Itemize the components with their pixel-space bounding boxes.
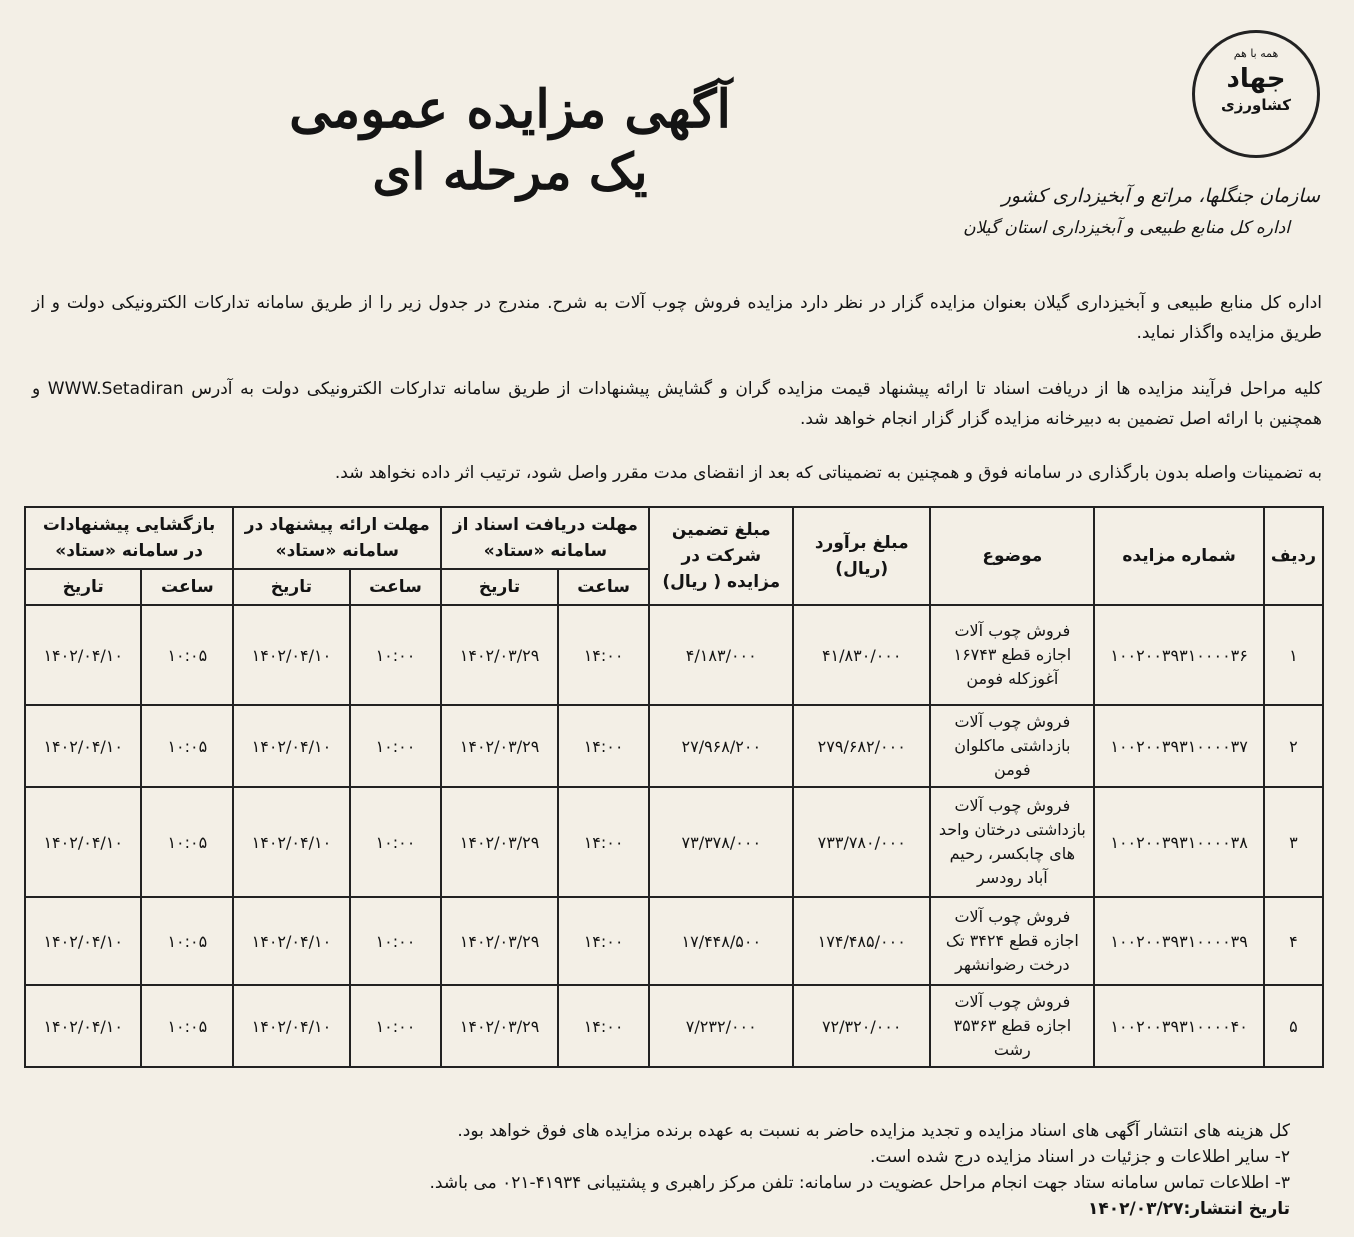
cell-docs-time: ۱۴:۰۰	[558, 705, 650, 787]
cell-estimate: ۱۷۴/۴۸۵/۰۰۰	[793, 897, 930, 985]
cell-open-date: ۱۴۰۲/۰۴/۱۰	[25, 897, 141, 985]
header-auction-number: شماره مزایده	[1094, 507, 1264, 605]
header-opening: بازگشایی پیشنهادات در سامانه «ستاد»	[25, 507, 233, 569]
cell-guarantee: ۱۷/۴۴۸/۵۰۰	[649, 897, 793, 985]
table-row	[25, 705, 1323, 787]
cell-guarantee: ۷۳/۳۷۸/۰۰۰	[649, 787, 793, 897]
cell-open-date: ۱۴۰۲/۰۴/۱۰	[25, 605, 141, 705]
header-subject: موضوع	[930, 507, 1094, 605]
cell-docs-date: ۱۴۰۲/۰۳/۲۹	[441, 897, 557, 985]
cell-open-time: ۱۰:۰۵	[141, 787, 233, 897]
org-line-1: سازمان جنگلها، مراتع و آبخیزداری کشور	[1001, 185, 1320, 207]
organization-name	[960, 180, 1320, 244]
cell-submit-date: ۱۴۰۲/۰۴/۱۰	[233, 787, 349, 897]
header-row-number: ردیف	[1264, 507, 1323, 605]
cell-open-date: ۱۴۰۲/۰۴/۱۰	[25, 985, 141, 1067]
process-paragraph: کلیه مراحل فرآیند مزایده ها از دریافت اسناد تا ارائه پیشنهاد قیمت مزایده گران و گشایش پیشنهادات از طریق سامانه تدارکات الکترونیکی دولت به آدرس WWW.Setadiran و همچنین با ارائه اصل تضمین به دبیرخانه مزایده گزار گزار انجام خواهد شد.	[32, 379, 1322, 429]
cell-open-date: ۱۴۰۲/۰۴/۱۰	[25, 787, 141, 897]
cell-submit-date: ۱۴۰۲/۰۴/۱۰	[233, 605, 349, 705]
cell-row: ۲	[1264, 705, 1323, 787]
cell-submit-date: ۱۴۰۲/۰۴/۱۰	[233, 985, 349, 1067]
logo-name: جهاد	[1226, 64, 1286, 94]
jahad-keshavarzi-logo	[1192, 30, 1320, 158]
cell-number: ۱۰۰۲۰۰۳۹۳۱۰۰۰۰۴۰	[1094, 985, 1264, 1067]
table-row	[25, 787, 1323, 897]
header-open-date: تاریخ	[25, 569, 141, 605]
cell-submit-time: ۱۰:۰۰	[350, 897, 442, 985]
note-1: کل هزینه های انتشار آگهی های اسناد مزایده و تجدید مزایده حاضر به نسبت به عهده برنده مزایده های فوق خواهد بود.	[457, 1121, 1290, 1141]
table-row	[25, 897, 1323, 985]
cell-subject: فروش چوب آلات بازداشتی درختان واحد های چابکسر، رحیم آباد رودسر	[930, 787, 1094, 897]
note-3: ۳- اطلاعات تماس سامانه ستاد جهت انجام مراحل عضویت در سامانه: تلفن مرکز راهبری و پشتیبانی ۴۱۹۳۴-۰۲۱ می باشد.	[429, 1173, 1290, 1193]
cell-docs-time: ۱۴:۰۰	[558, 787, 650, 897]
guarantee-paragraph: به تضمینات واصله بدون بارگذاری در سامانه فوق و همچنین به تضمیناتی که بعد از انقضای مدت مقرر واصل شود، ترتیب اثر داده نخواهد شد.	[334, 463, 1322, 483]
cell-row: ۵	[1264, 985, 1323, 1067]
cell-submit-date: ۱۴۰۲/۰۴/۱۰	[233, 897, 349, 985]
cell-docs-date: ۱۴۰۲/۰۳/۲۹	[441, 787, 557, 897]
cell-guarantee: ۷/۲۳۲/۰۰۰	[649, 985, 793, 1067]
cell-open-date: ۱۴۰۲/۰۴/۱۰	[25, 705, 141, 787]
cell-submit-time: ۱۰:۰۰	[350, 705, 442, 787]
cell-docs-time: ۱۴:۰۰	[558, 605, 650, 705]
cell-estimate: ۷۳۳/۷۸۰/۰۰۰	[793, 787, 930, 897]
header-docs-time: ساعت	[558, 569, 650, 605]
cell-docs-time: ۱۴:۰۰	[558, 897, 650, 985]
cell-submit-time: ۱۰:۰۰	[350, 605, 442, 705]
intro-paragraph: اداره کل منابع طبیعی و آبخیزداری گیلان بعنوان مزایده گزار در نظر دارد مزایده فروش چوب آلات به شرح. مندرج در جدول زیر را از طریق سامانه تدارکات الکترونیکی دولت و از طریق مزایده واگذار نماید.	[32, 293, 1322, 343]
publication-date: تاریخ انتشار:۱۴۰۲/۰۳/۲۷	[1088, 1199, 1290, 1219]
auction-notice	[10, 10, 1340, 1228]
cell-submit-date: ۱۴۰۲/۰۴/۱۰	[233, 705, 349, 787]
table-row	[25, 605, 1323, 705]
cell-subject: فروش چوب آلات اجازه قطع ۳۵۳۶۳ رشت	[930, 985, 1094, 1067]
cell-number: ۱۰۰۲۰۰۳۹۳۱۰۰۰۰۳۷	[1094, 705, 1264, 787]
title-block	[10, 80, 1010, 204]
header-estimate: مبلغ برآورد (ریال)	[793, 507, 930, 605]
header-open-time: ساعت	[141, 569, 233, 605]
header-docs-deadline: مهلت دریافت اسناد از سامانه «ستاد»	[441, 507, 649, 569]
cell-open-time: ۱۰:۰۵	[141, 897, 233, 985]
cell-submit-time: ۱۰:۰۰	[350, 787, 442, 897]
cell-row: ۳	[1264, 787, 1323, 897]
cell-open-time: ۱۰:۰۵	[141, 705, 233, 787]
cell-number: ۱۰۰۲۰۰۳۹۳۱۰۰۰۰۳۹	[1094, 897, 1264, 985]
cell-open-time: ۱۰:۰۵	[141, 605, 233, 705]
cell-submit-time: ۱۰:۰۰	[350, 985, 442, 1067]
cell-number: ۱۰۰۲۰۰۳۹۳۱۰۰۰۰۳۶	[1094, 605, 1264, 705]
cell-row: ۴	[1264, 897, 1323, 985]
header-submit-deadline: مهلت ارائه پیشنهاد در سامانه «ستاد»	[233, 507, 441, 569]
header-submit-time: ساعت	[350, 569, 442, 605]
cell-open-time: ۱۰:۰۵	[141, 985, 233, 1067]
org-line-2: اداره کل منابع طبیعی و آبخیزداری استان گیلان	[963, 218, 1290, 238]
header-guarantee: مبلغ تضمین شرکت در مزایده ( ریال)	[649, 507, 793, 605]
cell-subject: فروش چوب آلات بازداشتی ماکلوان فومن	[930, 705, 1094, 787]
note-2: ۲- سایر اطلاعات و جزئیات در اسناد مزایده درج شده است.	[869, 1147, 1290, 1167]
cell-estimate: ۲۷۹/۶۸۲/۰۰۰	[793, 705, 930, 787]
logo-sub: کشاورزی	[1221, 96, 1291, 114]
logo-top-text: همه با هم	[1233, 47, 1279, 60]
cell-estimate: ۴۱/۸۳۰/۰۰۰	[793, 605, 930, 705]
cell-guarantee: ۴/۱۸۳/۰۰۰	[649, 605, 793, 705]
cell-subject: فروش چوب آلات اجازه قطع ۱۶۷۴۳ آغوزکله فومن	[930, 605, 1094, 705]
header-submit-date: تاریخ	[233, 569, 349, 605]
cell-estimate: ۷۲/۳۲۰/۰۰۰	[793, 985, 930, 1067]
cell-guarantee: ۲۷/۹۶۸/۲۰۰	[649, 705, 793, 787]
header-docs-date: تاریخ	[441, 569, 557, 605]
notes-section	[30, 1118, 1290, 1222]
table-row	[25, 985, 1323, 1067]
cell-docs-time: ۱۴:۰۰	[558, 985, 650, 1067]
cell-number: ۱۰۰۲۰۰۳۹۳۱۰۰۰۰۳۸	[1094, 787, 1264, 897]
cell-row: ۱	[1264, 605, 1323, 705]
cell-docs-date: ۱۴۰۲/۰۳/۲۹	[441, 705, 557, 787]
cell-docs-date: ۱۴۰۲/۰۳/۲۹	[441, 985, 557, 1067]
cell-subject: فروش چوب آلات اجازه قطع ۳۴۲۴ تک درخت رضوانشهر	[930, 897, 1094, 985]
page-subtitle: یک مرحله ای	[372, 142, 648, 201]
cell-docs-date: ۱۴۰۲/۰۳/۲۹	[441, 605, 557, 705]
page-title: آگهی مزایده عمومی	[289, 79, 731, 140]
table-header-row	[25, 507, 1323, 569]
auction-table	[24, 506, 1324, 1068]
